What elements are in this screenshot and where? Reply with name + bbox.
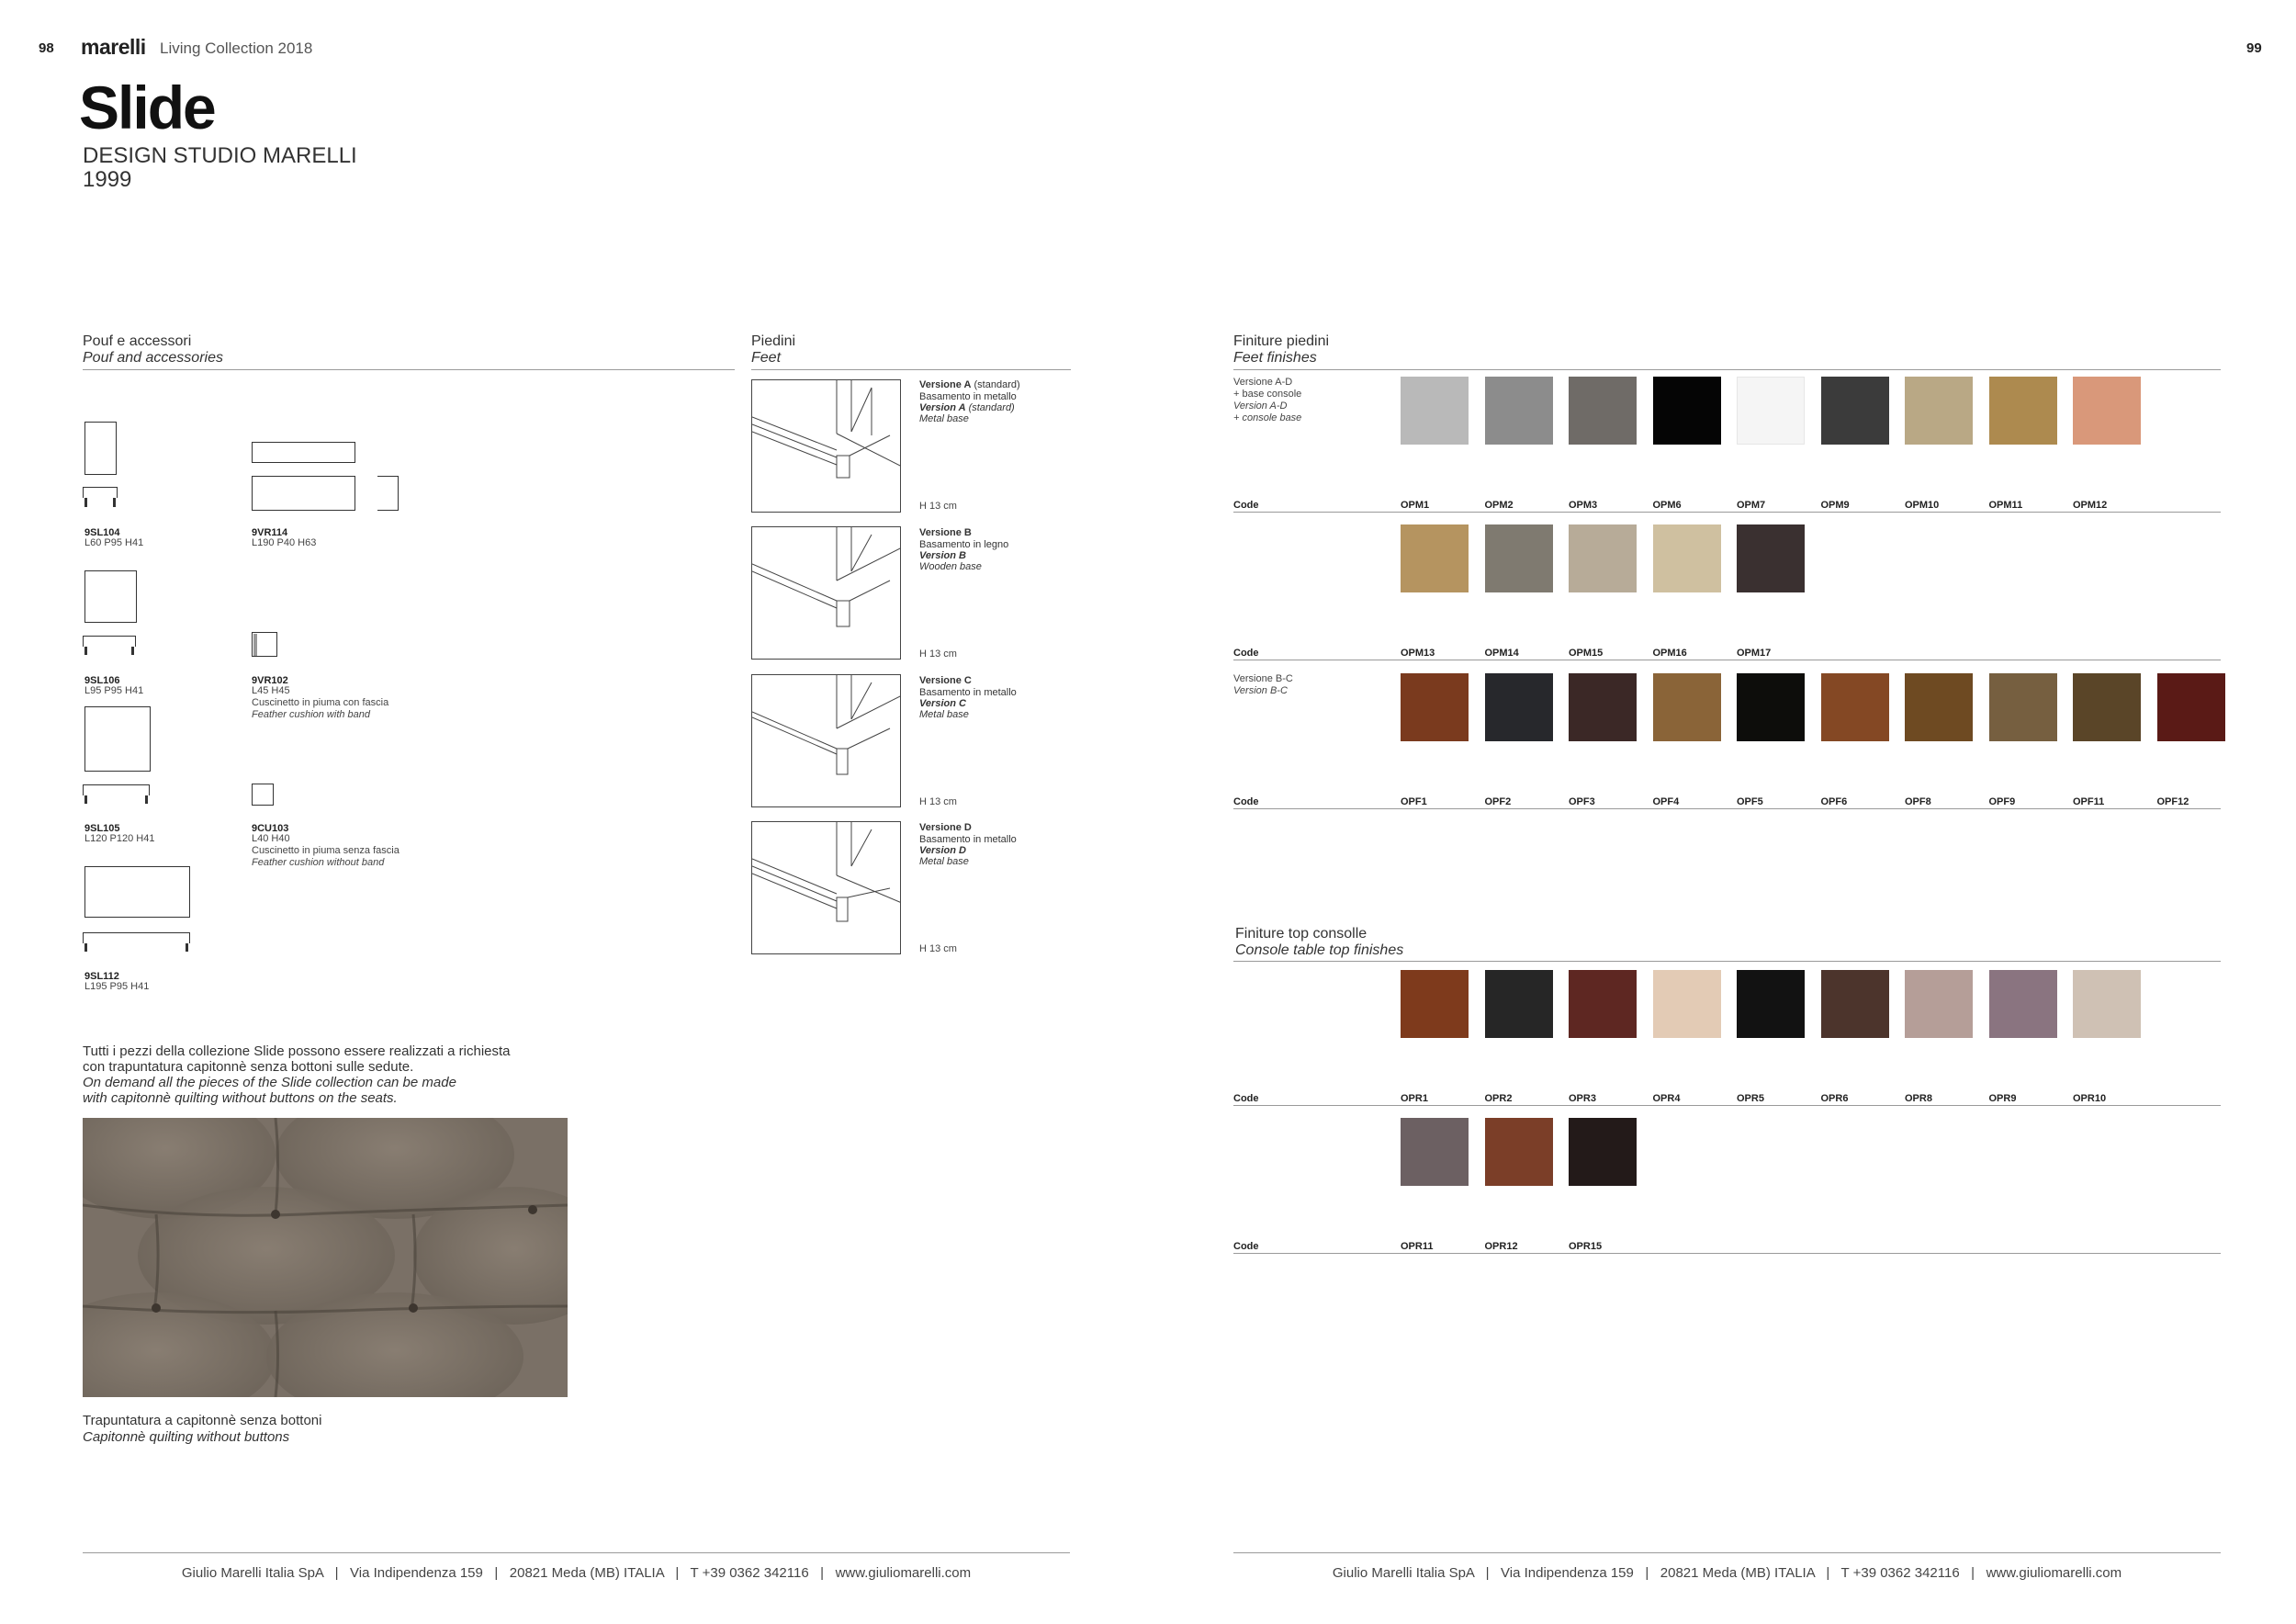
pouf-divider <box>83 369 735 370</box>
finish-swatch-opm7 <box>1737 377 1805 445</box>
finish-code: OPR12 <box>1484 1241 1518 1252</box>
finish-swatch-opf11 <box>2073 673 2141 741</box>
finish-code: OPR8 <box>1905 1093 1932 1104</box>
feet-finishes-heading: Finiture piedini <box>1233 333 1330 349</box>
footer-left: Giulio Marelli Italia SpA | Via Indipendenza 159 | 20821 Meda (MB) ITALIA | T +39 0362 342116 | www.giuliomarelli.com <box>181 1565 972 1581</box>
finish-swatch-opm12 <box>2073 377 2141 445</box>
item-code: 9CU103 <box>252 823 289 834</box>
row-divider <box>1233 1105 2221 1106</box>
group-ad-label-2: + base console <box>1233 389 1302 400</box>
pouf-9SL104-top-view <box>84 422 117 475</box>
finish-code: OPR1 <box>1401 1093 1428 1104</box>
item-dimensions: L95 P95 H41 <box>84 685 144 696</box>
footer-divider-right <box>1233 1552 2221 1553</box>
foot-version-a-label-en: Version A (standard) <box>919 402 1015 413</box>
finish-swatch-opr10 <box>2073 970 2141 1038</box>
finish-swatch-opm2 <box>1485 377 1553 445</box>
finish-swatch-opf9 <box>1989 673 2057 741</box>
pouf-9SL105-side-view <box>83 784 150 795</box>
console-finishes-divider <box>1233 961 2221 962</box>
feet-heading-en: Feet <box>751 350 782 366</box>
item-dimensions: L40 H40 <box>252 833 290 844</box>
foot-version-c-drawing <box>751 674 901 807</box>
finish-swatch-opr1 <box>1401 970 1469 1038</box>
brand-logo: marelli <box>81 35 146 59</box>
finish-code: OPR2 <box>1484 1093 1513 1104</box>
code-label: Code <box>1233 500 1259 511</box>
pouf-9SL105-top-view <box>84 706 151 772</box>
quilting-note-it-2: con trapuntatura capitonnè senza bottoni sulle sedute. <box>83 1059 414 1075</box>
code-label: Code <box>1233 796 1259 807</box>
row-divider <box>1233 808 2221 809</box>
item-dimensions: L45 H45 <box>252 685 290 696</box>
foot-version-d-label-en: Version D <box>919 845 966 856</box>
footer-divider-left <box>83 1552 1070 1553</box>
pouf-9VR114-top-view <box>252 442 355 463</box>
finish-swatch-opr11 <box>1401 1118 1469 1186</box>
foot-version-a-drawing <box>751 379 901 513</box>
foot-version-b-drawing <box>751 526 901 660</box>
group-bc-label-2: Version B-C <box>1233 685 1288 696</box>
finish-code: OPM14 <box>1484 648 1519 659</box>
finish-code: OPR11 <box>1401 1241 1434 1252</box>
foot-version-c-desc: Basamento in metallo <box>919 687 1017 698</box>
finish-swatch-opf4 <box>1653 673 1721 741</box>
pouf-leg <box>113 498 116 507</box>
finish-swatch-opm15 <box>1569 524 1637 592</box>
code-label: Code <box>1233 1093 1259 1104</box>
finish-code: OPM7 <box>1737 500 1766 511</box>
code-label: Code <box>1233 1241 1259 1252</box>
page-title: Slide <box>79 73 215 141</box>
row-divider <box>1233 512 2221 513</box>
foot-version-a-desc: Basamento in metallo <box>919 391 1017 402</box>
finish-swatch-opm1 <box>1401 377 1469 445</box>
item-code: 9VR114 <box>252 527 288 538</box>
feet-finishes-heading-en: Feet finishes <box>1233 350 1317 366</box>
finish-swatch-opr15 <box>1569 1118 1637 1186</box>
item-code: 9SL106 <box>84 675 120 686</box>
foot-version-b-desc: Basamento in legno <box>919 539 1009 550</box>
finish-swatch-opf5 <box>1737 673 1805 741</box>
foot-version-d-label: Versione D <box>919 822 972 833</box>
console-finishes-heading-en: Console table top finishes <box>1235 942 1404 958</box>
pouf-leg <box>186 943 188 952</box>
finish-code: OPF12 <box>2156 796 2189 807</box>
finish-code: OPR3 <box>1569 1093 1596 1104</box>
finish-code: OPF5 <box>1737 796 1763 807</box>
page-number-left: 98 <box>39 40 54 56</box>
finish-code: OPF2 <box>1484 796 1512 807</box>
designer-name: DESIGN STUDIO MARELLI <box>83 143 357 168</box>
finish-swatch-opm11 <box>1989 377 2057 445</box>
finish-swatch-opf8 <box>1905 673 1973 741</box>
finish-swatch-opr9 <box>1989 970 2057 1038</box>
finish-code: OPM1 <box>1401 500 1430 511</box>
finish-code: OPF6 <box>1820 796 1848 807</box>
finish-code: OPM3 <box>1569 500 1598 511</box>
foot-version-b-label-en: Version B <box>919 550 966 561</box>
foot-version-b-desc-en: Wooden base <box>919 561 982 572</box>
finish-code: OPM9 <box>1820 500 1850 511</box>
item-code: 9SL112 <box>84 971 119 982</box>
item-code: 9SL104 <box>84 527 120 538</box>
cushion-9CU103-view <box>252 784 274 806</box>
feet-divider <box>751 369 1071 370</box>
foot-version-a-label: Versione A (standard) <box>919 379 1020 390</box>
finish-swatch-opr3 <box>1569 970 1637 1038</box>
finish-code: OPF3 <box>1569 796 1595 807</box>
pouf-9SL106-top-view <box>84 570 137 623</box>
pouf-9SL104-side-view <box>83 487 118 498</box>
foot-version-d-desc: Basamento in metallo <box>919 834 1017 845</box>
group-ad-label-4: + console base <box>1233 412 1302 423</box>
pouf-leg <box>84 647 87 655</box>
quilting-note-it-1: Tutti i pezzi della collezione Slide possono essere realizzati a richiesta <box>83 1043 511 1059</box>
feet-heading: Piedini <box>751 333 796 349</box>
finish-swatch-opm10 <box>1905 377 1973 445</box>
capitonne-quilting-photo <box>83 1118 568 1397</box>
finish-code: OPM10 <box>1905 500 1940 511</box>
photo-caption-it: Trapuntatura a capitonnè senza bottoni <box>83 1413 322 1428</box>
item-note: Cuscinetto in piuma con fascia <box>252 697 389 708</box>
photo-caption-en: Capitonnè quilting without buttons <box>83 1429 290 1445</box>
pouf-leg <box>131 647 134 655</box>
finish-code: OPM17 <box>1737 648 1772 659</box>
finish-swatch-opm14 <box>1485 524 1553 592</box>
finish-code: OPM11 <box>1988 500 2023 511</box>
finish-code: OPM16 <box>1652 648 1687 659</box>
foot-version-a-desc-en: Metal base <box>919 413 969 424</box>
item-code: 9SL105 <box>84 823 120 834</box>
row-divider <box>1233 1253 2221 1254</box>
foot-version-c-desc-en: Metal base <box>919 709 969 720</box>
pouf-heading-en: Pouf and accessories <box>83 350 223 366</box>
item-note-en: Feather cushion with band <box>252 709 371 720</box>
cushion-band <box>253 634 257 656</box>
finish-swatch-opr5 <box>1737 970 1805 1038</box>
finish-swatch-opm3 <box>1569 377 1637 445</box>
pouf-9VR114-side-view <box>377 476 399 511</box>
finish-swatch-opm17 <box>1737 524 1805 592</box>
pouf-9SL112-side-view <box>83 932 190 943</box>
finish-code: OPR4 <box>1652 1093 1681 1104</box>
finish-swatch-opm16 <box>1653 524 1721 592</box>
foot-version-d-desc-en: Metal base <box>919 856 969 867</box>
finish-swatch-opm9 <box>1821 377 1889 445</box>
finish-code: OPF1 <box>1401 796 1427 807</box>
quilting-note-en-2: with capitonnè quilting without buttons on the seats. <box>83 1090 398 1106</box>
finish-swatch-opf3 <box>1569 673 1637 741</box>
foot-version-b-label: Versione B <box>919 527 972 538</box>
pouf-leg <box>84 795 87 804</box>
pouf-heading: Pouf e accessori <box>83 333 192 349</box>
pouf-9VR114-front-view <box>252 476 355 511</box>
finish-code: OPM15 <box>1569 648 1604 659</box>
finish-swatch-opr6 <box>1821 970 1889 1038</box>
finish-swatch-opf12 <box>2157 673 2225 741</box>
finish-code: OPM13 <box>1401 648 1435 659</box>
pouf-leg <box>145 795 148 804</box>
foot-version-a-height: H 13 cm <box>919 501 957 512</box>
item-dimensions: L195 P95 H41 <box>84 981 150 992</box>
footer-right: Giulio Marelli Italia SpA | Via Indipendenza 159 | 20821 Meda (MB) ITALIA | T +39 0362 342116 | www.giuliomarelli.com <box>1332 1565 2122 1581</box>
finish-swatch-opf2 <box>1485 673 1553 741</box>
finish-code: OPF4 <box>1652 796 1680 807</box>
item-code: 9VR102 <box>252 675 288 686</box>
item-note: Cuscinetto in piuma senza fascia <box>252 845 400 856</box>
foot-version-b-height: H 13 cm <box>919 648 957 660</box>
finish-code: OPF8 <box>1905 796 1931 807</box>
group-ad-label-1: Versione A-D <box>1233 377 1293 388</box>
pouf-9SL112-top-view <box>84 866 190 918</box>
finish-code: OPR9 <box>1988 1093 2017 1104</box>
finish-swatch-opr8 <box>1905 970 1973 1038</box>
finish-code: OPF11 <box>2073 796 2105 807</box>
foot-version-d-drawing <box>751 821 901 954</box>
code-label: Code <box>1233 648 1259 659</box>
pouf-9SL106-side-view <box>83 636 136 647</box>
finish-code: OPM2 <box>1484 500 1514 511</box>
foot-version-d-height: H 13 cm <box>919 943 957 954</box>
group-ad-label-3: Version A-D <box>1233 400 1288 412</box>
finish-code: OPR5 <box>1737 1093 1764 1104</box>
item-dimensions: L190 P40 H63 <box>252 537 317 548</box>
finish-swatch-opr12 <box>1485 1118 1553 1186</box>
feet-finishes-divider <box>1233 369 2221 370</box>
finish-code: OPM6 <box>1652 500 1682 511</box>
item-dimensions: L120 P120 H41 <box>84 833 155 844</box>
page-number-right: 99 <box>2246 40 2262 56</box>
finish-swatch-opr4 <box>1653 970 1721 1038</box>
finish-code: OPR10 <box>2073 1093 2107 1104</box>
pouf-leg <box>84 498 87 507</box>
foot-version-c-label-en: Version C <box>919 698 966 709</box>
item-dimensions: L60 P95 H41 <box>84 537 144 548</box>
finish-code: OPM12 <box>2073 500 2108 511</box>
finish-swatch-opm6 <box>1653 377 1721 445</box>
finish-code: OPF9 <box>1988 796 2016 807</box>
collection-name: Living Collection 2018 <box>160 39 313 57</box>
finish-swatch-opm13 <box>1401 524 1469 592</box>
foot-version-c-height: H 13 cm <box>919 796 957 807</box>
design-year: 1999 <box>83 167 132 192</box>
console-finishes-heading: Finiture top consolle <box>1235 926 1367 942</box>
finish-swatch-opf1 <box>1401 673 1469 741</box>
group-bc-label-1: Versione B-C <box>1233 673 1293 684</box>
pouf-leg <box>84 943 87 952</box>
item-note-en: Feather cushion without band <box>252 857 385 868</box>
finish-code: OPR15 <box>1569 1241 1603 1252</box>
foot-version-c-label: Versione C <box>919 675 972 686</box>
finish-swatch-opr2 <box>1485 970 1553 1038</box>
finish-code: OPR6 <box>1820 1093 1849 1104</box>
finish-swatch-opf6 <box>1821 673 1889 741</box>
quilting-note-en-1: On demand all the pieces of the Slide collection can be made <box>83 1075 456 1090</box>
